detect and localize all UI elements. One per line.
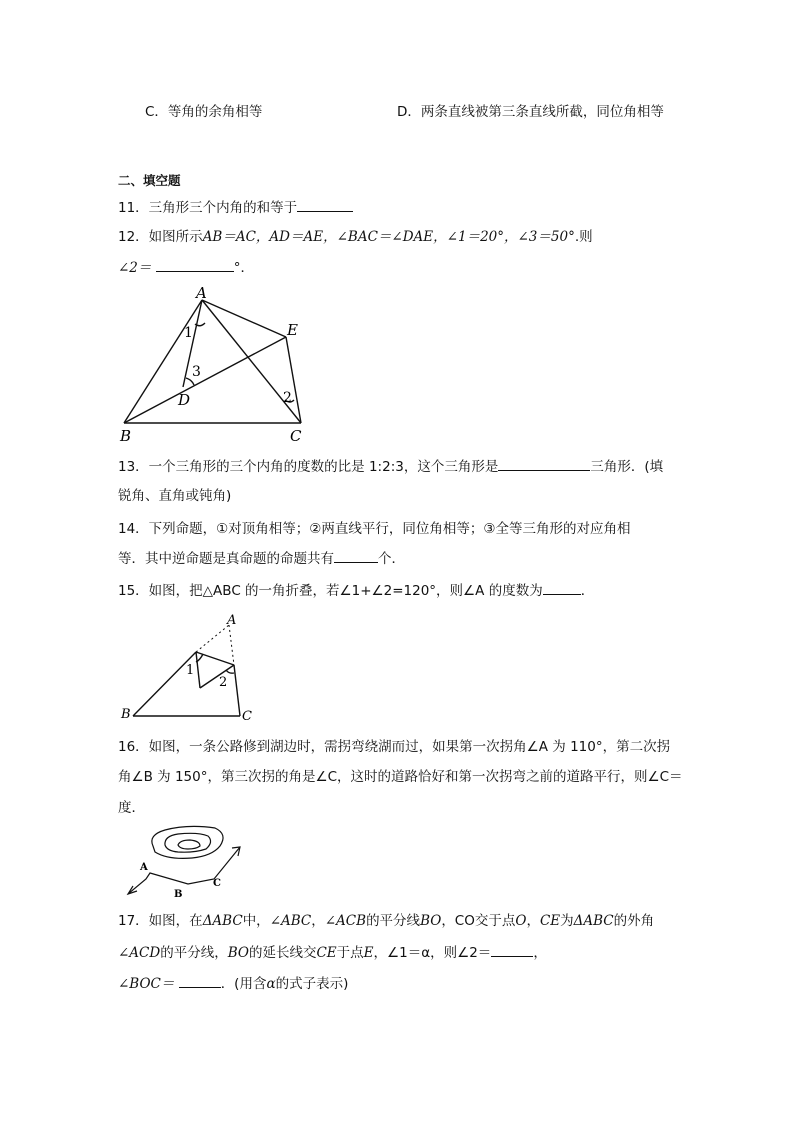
text-fragment: ．(用含	[220, 976, 267, 992]
answer-blank[interactable]	[179, 973, 221, 988]
question-14-text: 等．其中逆命题是真命题的命题共有	[118, 551, 334, 567]
question-12-number: 12．如图所示	[118, 229, 203, 245]
text-fragment: ，	[526, 913, 540, 929]
label-b: B	[121, 707, 131, 722]
triangle-abc: ΔABC	[202, 913, 243, 929]
label-a: A	[140, 862, 148, 873]
text-fragment: 的延长线交	[248, 945, 317, 961]
question-13-line2: 锐角、直角或钝角)	[118, 488, 232, 504]
text-fragment: ，CO交于点	[441, 913, 516, 929]
triangle-abc: ΔABC	[573, 913, 614, 929]
question-12-angle2: ∠2＝	[118, 260, 152, 276]
angle-label-2: 2	[283, 390, 292, 406]
angle-label-3: 3	[192, 364, 201, 380]
angle-boc: ∠BOC＝	[118, 976, 175, 992]
text-fragment: 的式子表示)	[275, 976, 349, 992]
label-a: A	[196, 284, 207, 302]
label-b: B	[120, 427, 132, 445]
label-a: A	[227, 613, 237, 628]
angle-acb: ∠ACB	[324, 913, 367, 929]
angle-acd: ∠ACD	[118, 945, 161, 961]
point-o: O	[515, 913, 527, 929]
question-16-line2: 角∠B 为 150°，第三次拐的角是∠C，这时的道路恰好和第一次拐弯之前的道路平行，则∠C＝	[118, 769, 683, 785]
question-15-suffix: ．	[580, 583, 595, 599]
question-14: 14．下列命题，①对顶角相等；②两直线平行，同位角相等；③全等三角形的对应角相	[118, 521, 631, 537]
question-17-line3	[118, 973, 348, 994]
alpha-symbol: α	[266, 976, 276, 992]
question-12-conditions: AB＝AC，AD＝AE，∠BAC＝∠DAE，∠1＝20°，∠3＝50°	[202, 229, 575, 245]
section-title: 二、填空题	[118, 173, 181, 188]
label-c: C	[242, 709, 252, 724]
label-c: C	[290, 427, 302, 445]
text-fragment: 的平分线，	[160, 945, 228, 961]
question-12-unit: °．	[233, 260, 254, 276]
segment-bo: BO	[420, 913, 442, 929]
point-e: E	[363, 945, 374, 961]
question-15-text: 15．如图，把△ABC 的一角折叠，若∠1+∠2=120°，则∠A 的度数为	[118, 583, 543, 599]
question-17	[118, 911, 654, 931]
question-17-line2	[118, 942, 547, 963]
segment-ce: CE	[539, 913, 561, 929]
question-13-text: 13．一个三角形的三个内角的度数的比是 1:2:3，这个三角形是	[118, 459, 499, 475]
text-fragment: 的平分线	[366, 913, 421, 929]
question-11-text: 11．三角形三个内角的和等于	[118, 200, 298, 216]
angle-label-2: 2	[219, 675, 228, 690]
label-e: E	[287, 321, 298, 339]
question-17-text: 17．如图，在	[118, 913, 203, 929]
text-fragment: ，∠1＝α，则∠2＝	[373, 945, 492, 961]
label-b: B	[174, 889, 183, 900]
text-fragment: 中，	[242, 913, 270, 929]
angle-label-1: 1	[184, 325, 193, 341]
segment-bo: BO	[227, 945, 249, 961]
answer-blank[interactable]	[491, 942, 533, 957]
question-16: 16．如图，一条公路修到湖边时，需拐弯绕湖而过，如果第一次拐角∠A 为 110°，第二次拐	[118, 739, 671, 755]
question-12-then: .则	[574, 229, 593, 245]
label-d: D	[178, 391, 191, 409]
text-fragment: ，	[311, 913, 325, 929]
text-fragment: 为	[560, 913, 574, 929]
text-fragment: 于点	[336, 945, 364, 961]
angle-label-1: 1	[186, 663, 195, 678]
question-14-suffix: 个．	[378, 551, 405, 567]
text-fragment: 的外角	[613, 913, 655, 929]
option-c: C．等角的余角相等	[145, 104, 263, 120]
question-16-line3: 度．	[118, 800, 145, 816]
option-d: D．两条直线被第三条直线所截，同位角相等	[397, 104, 664, 120]
question-13-suffix: 三角形．(填	[590, 459, 664, 475]
label-c: C	[213, 878, 221, 889]
segment-ce: CE	[316, 945, 337, 961]
text-fragment: ，	[533, 945, 547, 961]
angle-abc: ∠ABC	[269, 913, 312, 929]
